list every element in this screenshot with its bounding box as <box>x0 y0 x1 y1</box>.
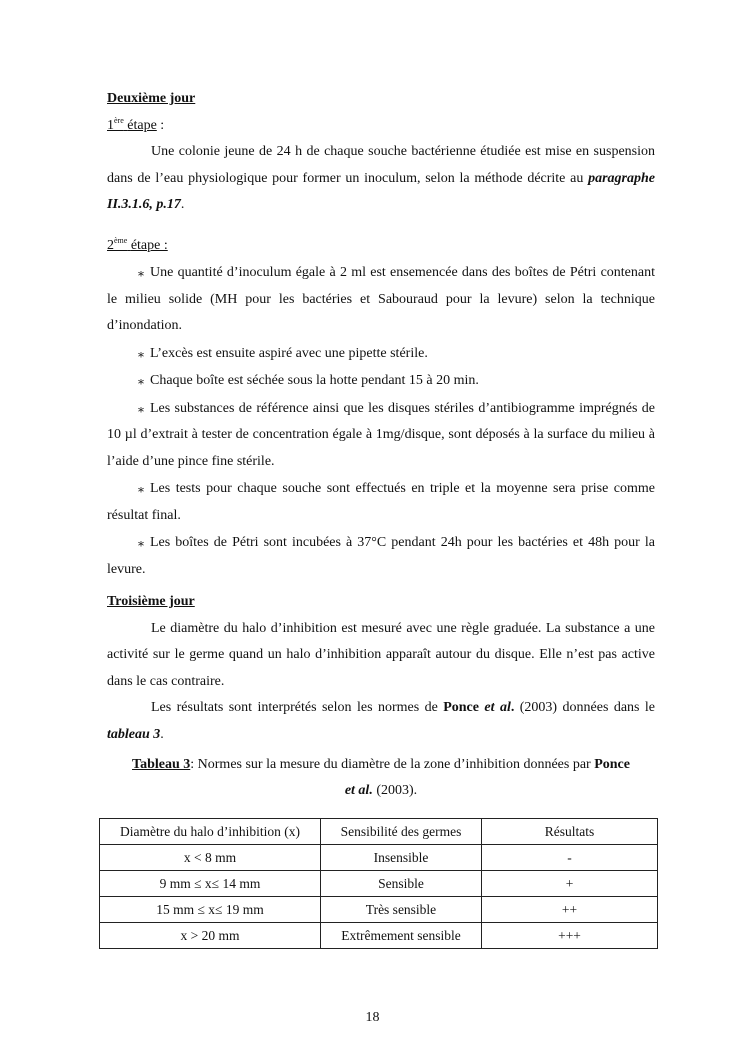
asterisk-bullet-icon: ⁎ <box>138 373 144 387</box>
inhibition-norms-table <box>99 818 658 949</box>
day3-heading: Troisième jour <box>107 594 195 609</box>
day3-paragraph-2: Les résultats sont interprétés selon les normes de Ponce et al. (2003) données dans le tableau 3. <box>107 700 656 742</box>
table-cell: + <box>482 871 658 897</box>
body-text <box>107 86 655 748</box>
asterisk-bullet-icon: ⁎ <box>138 265 144 279</box>
asterisk-bullet-icon: ⁎ <box>138 535 144 549</box>
table-cell: Très sensible <box>321 897 482 923</box>
day2-heading: Deuxième jour <box>107 91 196 106</box>
step1-paragraph: Une colonie jeune de 24 h de chaque souche bactérienne étudiée est mise en suspension dans de l’eau physiologique pour former un inoculum, selon la méthode décrite au paragraphe II.3.1.6, p.17. <box>107 144 655 212</box>
table-cell: x < 8 mm <box>100 845 321 871</box>
step2-label: 2ème étape : <box>107 235 168 253</box>
table-cell: +++ <box>482 923 658 949</box>
paragraph-reference: paragraphe II.3.1.6, p.17 <box>107 170 655 212</box>
asterisk-bullet-icon: ⁎ <box>138 345 144 360</box>
table-cell: - <box>482 845 658 871</box>
table-cell: 9 mm ≤ x≤ 14 mm <box>100 871 321 897</box>
page-number: 18 <box>365 1010 380 1025</box>
table-header-cell: Diamètre du halo d’inhibition (x) <box>100 819 321 845</box>
table-cell: x > 20 mm <box>100 923 321 949</box>
day3-paragraph-1: Le diamètre du halo d’inhibition est mesuré avec une règle graduée. La substance a une activité sur le germe quand un halo d’inhibition apparaît autour du disque. Elle n’est pas active dans le cas contraire. <box>107 620 655 689</box>
table-cell: Sensible <box>321 871 482 897</box>
table-cell: Insensible <box>321 845 482 871</box>
bullet-item: ⁎ Les substances de référence ainsi que les disques stériles d’antibiogramme imprégnés de 10 µl d’extrait à tester de concentration égale à 1mg/disque, sont déposés à la surface du milieu à l’aide d’une pince fine stérile. <box>107 395 655 476</box>
bullet-item: ⁎ Une quantité d’inoculum égale à 2 ml est ensemencée dans des boîtes de Pétri contenant le milieu solide (MH pour les bactéries et Sabouraud pour la levure) selon la technique d’inondation. <box>107 259 655 340</box>
asterisk-bullet-icon: ⁎ <box>138 400 144 415</box>
table-reference: tableau 3 <box>107 726 161 742</box>
table-header-row <box>100 819 658 845</box>
table-cell: ++ <box>482 897 658 923</box>
table-row <box>100 845 658 871</box>
bullet-item: ⁎ Chaque boîte est séchée sous la hotte pendant 15 à 20 min. <box>107 367 655 395</box>
asterisk-bullet-icon: ⁎ <box>138 481 144 495</box>
bullet-item: ⁎ Les tests pour chaque souche sont effectués en triple et la moyenne sera prise comme résultat final. <box>107 475 655 529</box>
table-row <box>100 871 658 897</box>
bullet-item: ⁎ L’excès est ensuite aspiré avec une pipette stérile. <box>107 340 655 368</box>
table-header-cell: Résultats <box>482 819 658 845</box>
table-cell: Extrêmement sensible <box>321 923 482 949</box>
step1-label: 1ère étape : <box>107 115 165 133</box>
bullet-item: ⁎ Les boîtes de Pétri sont incubées à 37°C pendant 24h pour les bactéries et 48h pour la levure. <box>107 529 655 583</box>
table-caption: Tableau 3: Normes sur la mesure du diamètre de la zone d’inhibition données par Ponce et al. (2003). <box>132 757 630 798</box>
table-header-cell: Sensibilité des germes <box>321 819 482 845</box>
table-row <box>100 897 658 923</box>
table-row <box>100 923 658 949</box>
table-cell: 15 mm ≤ x≤ 19 mm <box>100 897 321 923</box>
